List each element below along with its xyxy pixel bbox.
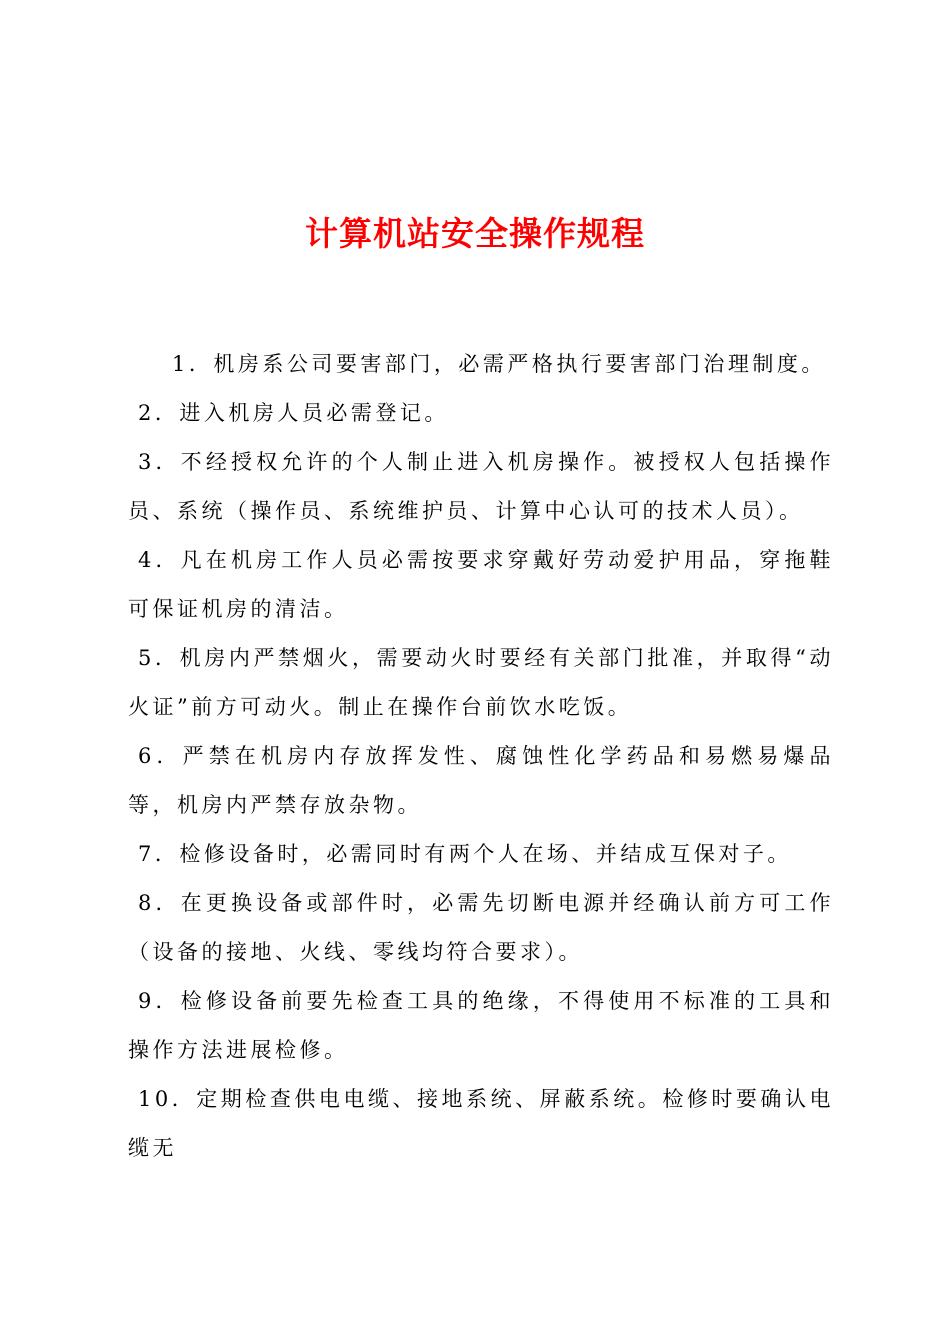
rule-paragraph-5: 5．机房内严禁烟火，需要动火时要经有关部门批准，并取得“动火证”前方可动火。制止在操作台前饮水吃饭。	[128, 646, 834, 719]
rule-paragraph-8: 8．在更换设备或部件时，必需先切断电源并经确认前方可工作（设备的接地、火线、零线均符合要求）。	[128, 891, 834, 964]
rule-paragraph-7: 7．检修设备时，必需同时有两个人在场、并结成互保对子。	[138, 842, 792, 866]
document-title: 计算机站安全操作规程	[305, 214, 645, 253]
rule-paragraph-2: 2．进入机房人员必需登记。	[138, 401, 449, 425]
rule-paragraph-3: 3．不经授权允许的个人制止进入机房操作。被授权人包括操作员、系统（操作员、系统维护员、计算中心认可的技术人员）。	[128, 450, 834, 523]
document-body	[128, 340, 834, 1173]
rule-paragraph-10: 10．定期检查供电电缆、接地系统、屏蔽系统。检修时要确认电缆无	[128, 1087, 834, 1160]
rule-paragraph-1: 1．机房系公司要害部门，必需严格执行要害部门治理制度。	[172, 352, 826, 376]
rule-paragraph-6: 6．严禁在机房内存放挥发性、腐蚀性化学药品和易燃易爆品等，机房内严禁存放杂物。	[128, 744, 834, 817]
rule-paragraph-4: 4．凡在机房工作人员必需按要求穿戴好劳动爱护用品，穿拖鞋可保证机房的清洁。	[128, 548, 834, 621]
rule-paragraph-9: 9．检修设备前要先检查工具的绝缘，不得使用不标准的工具和操作方法进展检修。	[128, 989, 834, 1062]
